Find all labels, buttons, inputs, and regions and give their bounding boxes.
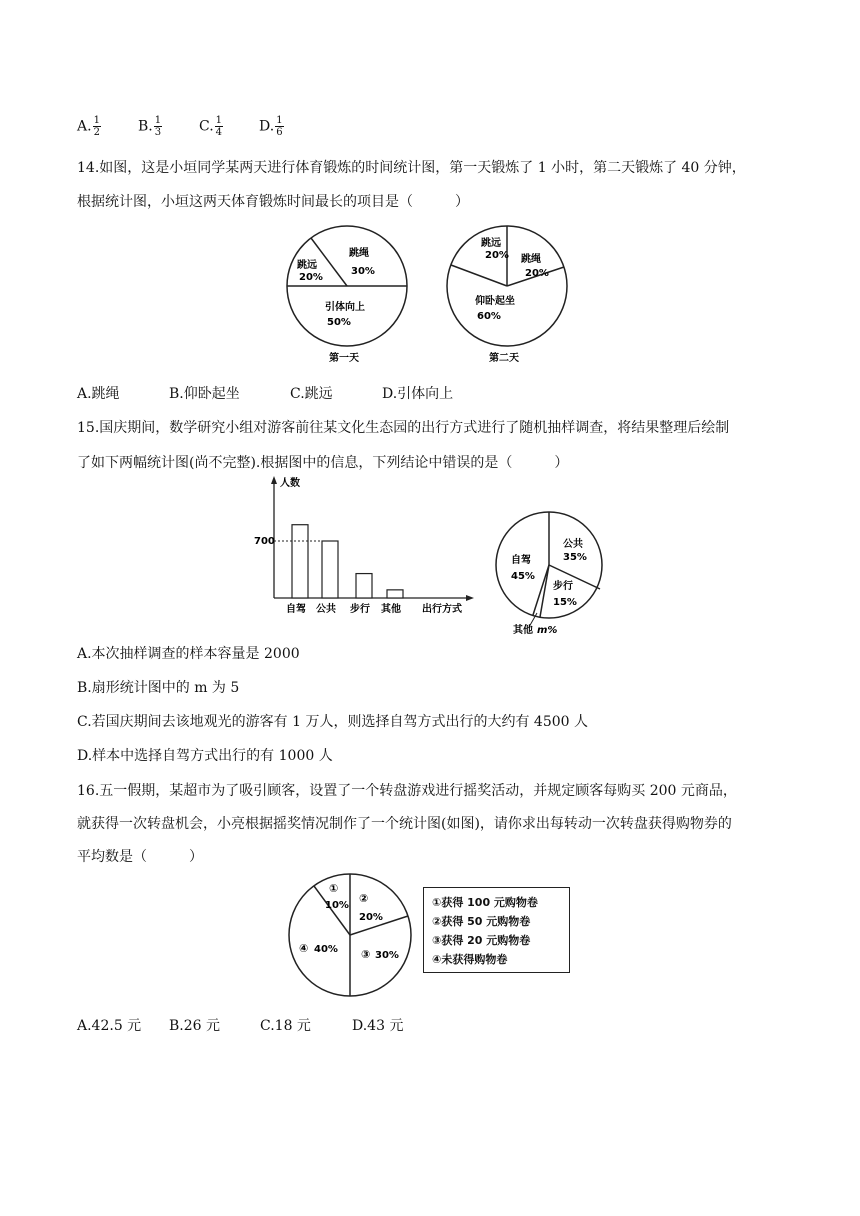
- q16-stem-line2: 就获得一次转盘机会，小亮根据摇奖情况制作了一个统计图(如图)，请你求出每转动一次转盘获得购物券的: [77, 816, 732, 832]
- q16-stem-line1: 16.五一假期，某超市为了吸引顾客，设置了一个转盘游戏进行摇奖活动，并规定顾客每购买 200 元商品，: [77, 783, 737, 799]
- option-letter: B.: [138, 118, 153, 135]
- q16-option-3: D.43 元: [352, 1018, 404, 1034]
- q15-option-2: C.若国庆期间去该地观光的游客有 1 万人，则选择自驾方式出行的大约有 4500 人: [77, 714, 588, 730]
- bar-category-2: 步行: [350, 604, 370, 615]
- q15-pie-pct-public: 35%: [563, 552, 587, 563]
- option-letter: D.: [259, 118, 275, 135]
- q16-legend: [423, 887, 570, 973]
- legend-item-1: ②获得 50 元购物卷: [432, 915, 531, 928]
- q13-option-1: [138, 115, 162, 138]
- q16-pie-label-2: ②: [359, 892, 369, 905]
- bar-category-3: 其他: [381, 604, 401, 615]
- q15-stem-line1: 15.国庆期间，数学研究小组对游客前往某文化生态园的出行方式进行了随机抽样调查，将结果整理后绘制: [77, 420, 730, 436]
- bar-ytick-700: 700: [254, 536, 275, 547]
- q15-pie-label-public: 公共: [563, 539, 583, 550]
- q13-option-0: [77, 115, 101, 138]
- pie1-pct-rope: 30%: [351, 266, 375, 277]
- q15-option-0: A.本次抽样调查的样本容量是 2000: [77, 646, 300, 662]
- q15-stem-line2: 了如下两幅统计图(尚不完整).根据图中的信息，下列结论中错误的是（ ）: [77, 455, 569, 471]
- bar-1: [322, 541, 338, 598]
- q15-pie-label-other: 其他: [513, 625, 533, 636]
- pie2-pct-situp: 60%: [477, 311, 501, 322]
- legend-item-3: ④未获得购物卷: [432, 953, 508, 966]
- q15-pie-pct-other: m%: [537, 625, 558, 636]
- q15-pie-pct-walk: 15%: [553, 597, 577, 608]
- bar-category-1: 公共: [316, 604, 336, 615]
- q16-pie-pct-4: 40%: [314, 944, 338, 955]
- q15-pie-chart: [495, 505, 615, 640]
- q16-option-2: C.18 元: [260, 1018, 311, 1034]
- q13-option-2: [199, 115, 223, 138]
- fraction: $\frac{1}{2}$: [93, 115, 100, 138]
- pie2-pct-rope: 20%: [525, 268, 549, 279]
- q16-pie-label-4: ④: [299, 942, 309, 955]
- bar-category-0: 自驾: [286, 604, 306, 615]
- pie2-label-situp: 仰卧起坐: [475, 296, 515, 307]
- fraction: $\frac{1}{4}$: [215, 115, 223, 138]
- pie2-caption: 第二天: [489, 353, 519, 364]
- pie1-pct-jump-far: 20%: [299, 272, 323, 283]
- q16-pie-pct-1: 10%: [325, 900, 349, 911]
- q16-option-1: B.26 元: [169, 1018, 221, 1034]
- q14-option-0: A.跳绳: [77, 386, 120, 402]
- pie1-pct-pullup: 50%: [327, 317, 351, 328]
- legend-item-0: ①获得 100 元购物卷: [432, 896, 538, 909]
- q16-pie-chart: [287, 872, 417, 1002]
- pie1-caption: 第一天: [329, 353, 359, 364]
- option-letter: C.: [199, 118, 214, 135]
- bar-3: [387, 590, 403, 598]
- q14-pie-day2: [445, 218, 605, 368]
- q15-option-1: B.扇形统计图中的 m 为 5: [77, 680, 240, 696]
- pie1-label-jump-far: 跳远: [297, 260, 317, 271]
- q16-pie-label-3: ③: [361, 948, 371, 961]
- q13-option-3: [259, 115, 284, 138]
- q16-pie-label-1: ①: [329, 882, 339, 895]
- bar-ylabel: 人数: [280, 478, 300, 489]
- q15-bar-chart: [250, 474, 480, 624]
- q15-pie-pct-drive: 45%: [511, 571, 535, 582]
- pie2-pct-jump-far: 20%: [485, 250, 509, 261]
- q14-option-1: B.仰卧起坐: [169, 386, 240, 402]
- q15-pie-label-drive: 自驾: [511, 555, 531, 566]
- q16-pie-pct-2: 20%: [359, 912, 383, 923]
- pie1-label-rope: 跳绳: [349, 248, 369, 259]
- fraction: $\frac{1}{3}$: [154, 115, 162, 138]
- q14-option-3: D.引体向上: [382, 386, 454, 402]
- bar-2: [356, 574, 372, 598]
- option-letter: A.: [77, 118, 92, 135]
- legend-item-2: ③获得 20 元购物卷: [432, 934, 531, 947]
- q15-option-3: D.样本中选择自驾方式出行的有 1000 人: [77, 748, 333, 764]
- q16-stem-line3: 平均数是（ ）: [77, 849, 203, 865]
- bar-0: [292, 525, 308, 598]
- q15-pie-label-walk: 步行: [553, 581, 573, 592]
- pie1-label-pullup: 引体向上: [325, 302, 365, 313]
- fraction: $\frac{1}{6}$: [276, 115, 283, 138]
- q16-option-0: A.42.5 元: [77, 1018, 142, 1034]
- bar-xlabel: 出行方式: [422, 604, 462, 615]
- q14-stem-line2: 根据统计图，小垣这两天体育锻炼时间最长的项目是（ ）: [77, 194, 469, 210]
- q14-option-2: C.跳远: [290, 386, 333, 402]
- pie2-label-rope: 跳绳: [521, 254, 541, 265]
- pie2-label-jump-far: 跳远: [481, 238, 501, 249]
- q16-pie-pct-3: 30%: [375, 950, 399, 961]
- q14-stem-line1: 14.如图，这是小垣同学某两天进行体育锻炼的时间统计图，第一天锻炼了 1 小时，第二天锻炼了 40 分钟，: [77, 160, 746, 176]
